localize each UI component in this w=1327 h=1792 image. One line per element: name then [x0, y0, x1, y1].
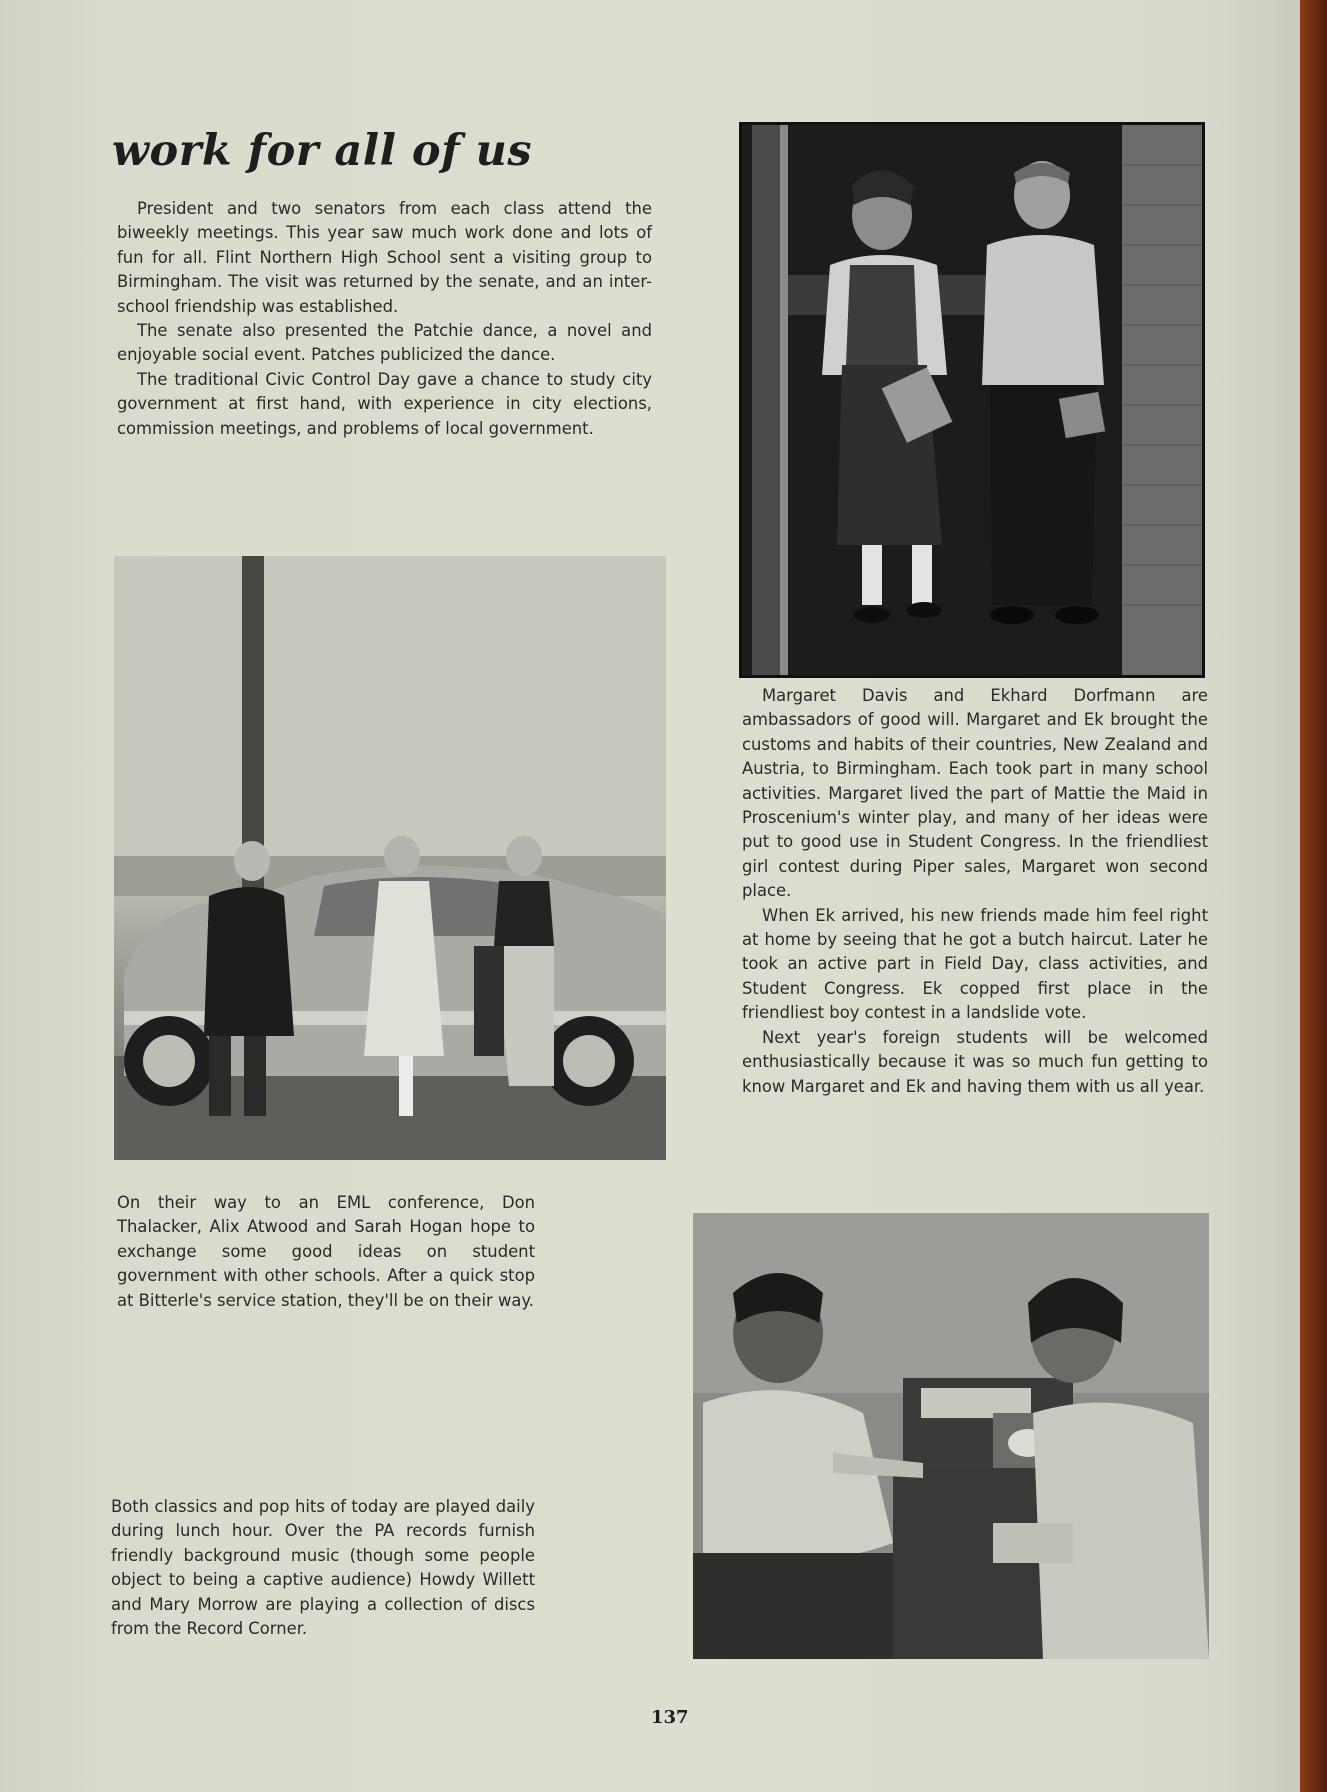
caption-paragraph: When Ek arrived, his new friends made him feel right at home by seeing that he got a butch haircut. Later he took an active part in Field Day, class activities, and Student Congress. Ek copped first place in the friendliest boy contest in a landslide vote.: [742, 905, 1208, 1023]
record-player-illustration: [693, 1213, 1209, 1659]
car-conference-photo: [114, 556, 666, 1160]
record-player-photo: [693, 1213, 1209, 1659]
book-binding-edge: [1300, 0, 1327, 1792]
page-number: 137: [651, 1707, 689, 1728]
exchange-students-photo: [739, 122, 1205, 678]
caption-paragraph: Next year's foreign students will be welcomed enthusiastically because it was so much fun getting to know Margaret and Ek and having them with us all year.: [742, 1027, 1208, 1096]
page-title: work for all of us: [112, 126, 533, 176]
intro-text: [117, 197, 652, 441]
record-corner-caption: Both classics and pop hits of today are played daily during lunch hour. Over the PA records furnish friendly background music (though some people object to being a captive audience) Howdy Willett and Mary Morrow are playing a collection of discs from the Record Corner.: [111, 1497, 535, 1639]
intro-paragraph: President and two senators from each class attend the biweekly meetings. This year saw much work done and lots of fun for all. Flint Northern High School sent a visiting group to Birmingham. The visit was returned by the senate, and an inter-school friendship was established.: [117, 199, 652, 316]
caption-paragraph: Margaret Davis and Ekhard Dorfmann are ambassadors of good will. Margaret and Ek brought the customs and habits of their countries, New Zealand and Austria, to Birmingham. Each took part in many school activities. Margaret lived the part of Mattie the Maid in Proscenium's winter play, and many of her ideas were put to good use in Student Congress. In the friendliest girl contest during Piper sales, Margaret won second place.: [742, 686, 1208, 901]
car-conference-caption: On their way to an EML conference, Don Thalacker, Alix Atwood and Sarah Hogan hope to exchange some good ideas on student government with other schools. After a quick stop at Bitterle's service station, they'll be on their way.: [117, 1193, 535, 1310]
intro-paragraph: The senate also presented the Patchie dance, a novel and enjoyable social event. Patches publicized the dance.: [117, 321, 652, 365]
car-conference-illustration: [114, 556, 666, 1160]
intro-paragraph: The traditional Civic Control Day gave a chance to study city government at first hand, with experience in city elections, commission meetings, and problems of local government.: [117, 369, 652, 438]
exchange-students-caption: [742, 684, 1208, 1099]
exchange-students-illustration: [742, 125, 1202, 675]
